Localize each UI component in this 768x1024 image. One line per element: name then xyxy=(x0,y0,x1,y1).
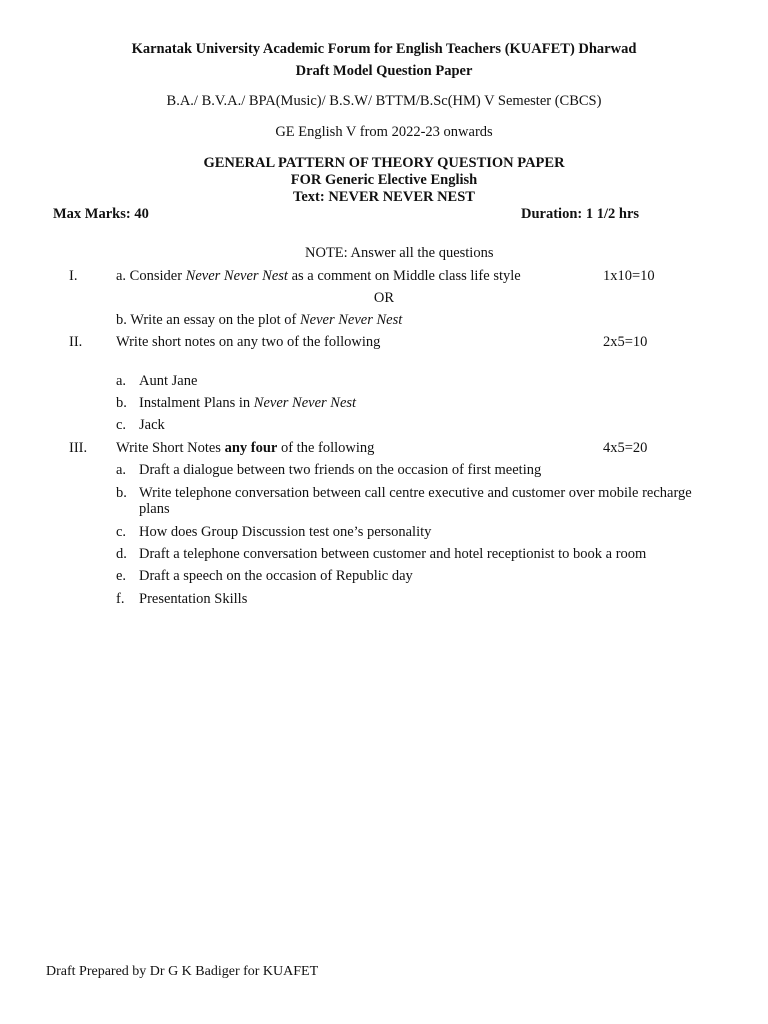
text-title: Never Never Nest xyxy=(253,395,357,411)
question-marks: 1x10=10 xyxy=(603,268,655,284)
sub-item-text: Write telephone conversation between call centre executive and customer over mobile recharge plans xyxy=(139,485,692,517)
question-number: I. xyxy=(69,268,78,284)
question-text-part: as a comment on Middle class life style xyxy=(287,268,521,284)
sub-item-letter: b. xyxy=(116,395,127,411)
paper-type: Draft Model Question Paper xyxy=(295,63,473,79)
sub-item-text: Aunt Jane xyxy=(139,373,198,389)
note: NOTE: Answer all the questions xyxy=(305,245,494,261)
or-divider: OR xyxy=(373,290,395,306)
sub-item-letter: f. xyxy=(116,591,125,607)
elective-line: FOR Generic Elective English xyxy=(290,172,478,188)
sub-item-text: Draft a dialogue between two friends on the occasion of first meeting xyxy=(139,462,542,478)
question-text-part: a. Consider xyxy=(116,268,186,284)
courses-line: B.A./ B.V.A./ BPA(Music)/ B.S.W/ BTTM/B.Sc(HM) V Semester (CBCS) xyxy=(166,93,602,109)
max-marks: Max Marks: 40 xyxy=(53,206,149,222)
sub-item-letter: b. xyxy=(116,485,127,501)
sub-item-text: Jack xyxy=(139,417,165,433)
duration: Duration: 1 1/2 hrs xyxy=(521,206,640,222)
text-title: Never Never Nest xyxy=(299,312,403,328)
text-title: Never Never Nest xyxy=(185,268,288,284)
emphasis: any four xyxy=(224,440,278,456)
question-number: II. xyxy=(69,334,83,350)
sub-item-text-part: Instalment Plans in xyxy=(139,395,254,411)
sub-item-text: Draft a telephone conversation between customer and hotel receptionist to book a room xyxy=(139,546,647,562)
sub-item-text xyxy=(139,395,356,412)
sub-item-letter: a. xyxy=(116,462,127,478)
footer-credit: Draft Prepared by Dr G K Badiger for KUAFET xyxy=(46,964,319,979)
sub-item-letter: c. xyxy=(116,417,127,433)
question-text xyxy=(116,268,521,285)
sub-item-letter: e. xyxy=(116,568,127,584)
question-number: III. xyxy=(69,440,88,456)
question-text-part: of the following xyxy=(277,440,375,456)
question-text-part: b. Write an essay on the plot of xyxy=(116,312,300,328)
question-marks: 2x5=10 xyxy=(603,334,648,350)
sub-item-text: How does Group Discussion test one’s personality xyxy=(139,524,432,540)
sub-item-letter: c. xyxy=(116,524,127,540)
pattern-title: GENERAL PATTERN OF THEORY QUESTION PAPER xyxy=(203,155,565,171)
sub-item-text: Draft a speech on the occasion of Republic day xyxy=(139,568,413,584)
question-text xyxy=(116,312,402,329)
question-text-part: Write Short Notes xyxy=(116,440,225,456)
question-text: Write short notes on any two of the following xyxy=(116,334,381,350)
subject-line: GE English V from 2022-23 onwards xyxy=(275,124,493,140)
question-text xyxy=(116,440,374,457)
question-marks: 4x5=20 xyxy=(603,440,648,456)
forum-title: Karnatak University Academic Forum for English Teachers (KUAFET) Dharwad xyxy=(131,41,637,57)
text-line: Text: NEVER NEVER NEST xyxy=(293,189,475,205)
sub-item-letter: a. xyxy=(116,373,127,389)
sub-item-text: Presentation Skills xyxy=(139,591,248,607)
sub-item-letter: d. xyxy=(116,546,127,562)
